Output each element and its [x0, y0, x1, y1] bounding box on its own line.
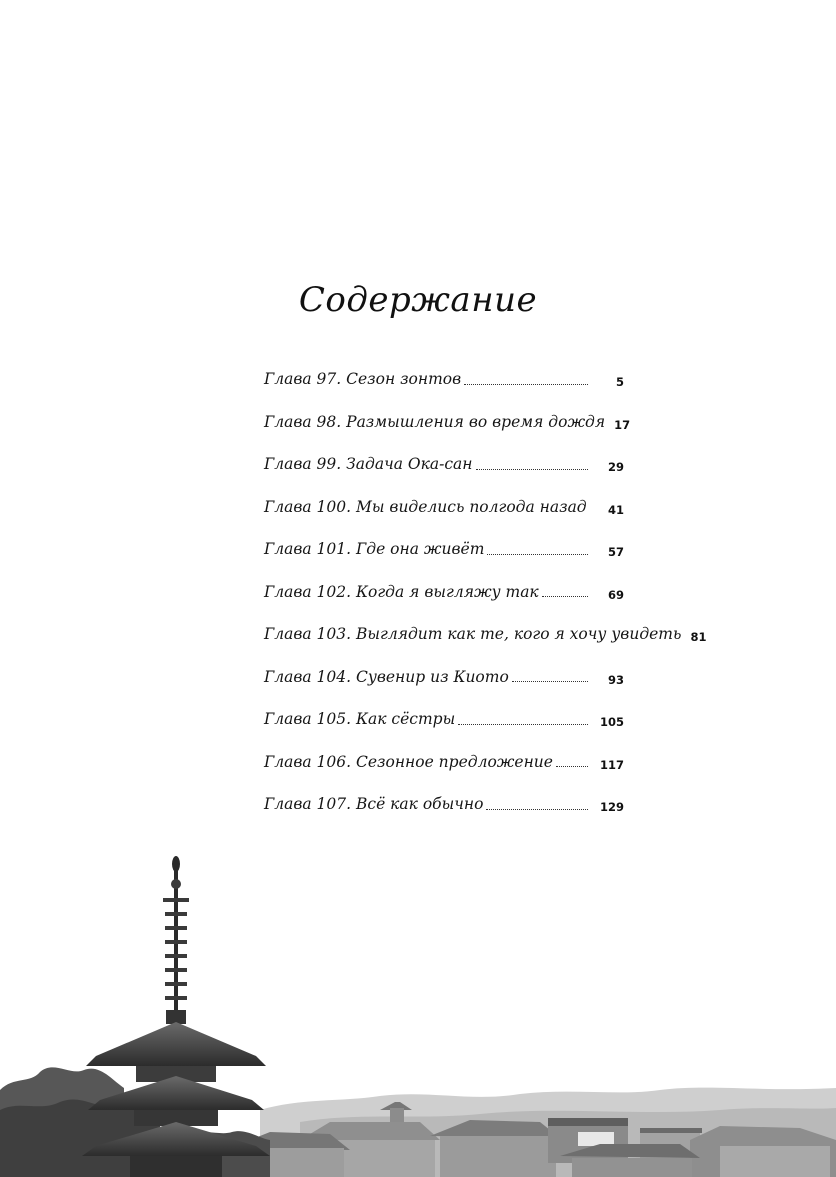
toc-entry[interactable]: [264, 656, 624, 699]
toc-entry[interactable]: [264, 741, 624, 784]
toc-entry-label: Глава 99. Задача Ока-сан: [264, 455, 473, 474]
toc-entry-page: 81: [690, 630, 707, 645]
toc-entry-page: 5: [615, 375, 624, 390]
toc-entry[interactable]: [264, 443, 624, 486]
toc-entry-label: Глава 104. Сувенир из Киото: [264, 667, 509, 686]
toc-leader: [458, 724, 588, 725]
toc-leader: [486, 809, 588, 810]
toc-entry-page: 57: [607, 545, 624, 560]
toc-entry-page: 69: [607, 587, 624, 602]
toc-entry-page: 117: [599, 757, 624, 772]
toc-entry[interactable]: [264, 571, 624, 614]
toc-entry[interactable]: [264, 358, 624, 401]
toc-entry-page: 29: [607, 460, 624, 475]
toc-entry-label: Глава 103. Выглядит как те, кого я хочу увидеть: [264, 625, 682, 644]
toc-entry-page: 105: [599, 715, 624, 730]
toc-entry-label: Глава 101. Где она живёт: [264, 540, 485, 559]
toc-entry-page: 41: [607, 502, 624, 517]
toc-entry-label: Глава 98. Размышления во время дождя: [264, 412, 606, 431]
toc-entry[interactable]: [264, 401, 631, 444]
toc-entry[interactable]: [264, 613, 707, 656]
toc-entry[interactable]: [264, 698, 624, 741]
toc-leader: [556, 766, 588, 767]
toc-entry-page: 93: [607, 672, 624, 687]
toc-entry[interactable]: [264, 486, 624, 529]
toc-leader: [464, 384, 588, 385]
toc-entry-label: Глава 107. Всё как обычно: [264, 795, 484, 814]
pagoda-townscape-illustration: [0, 840, 836, 1177]
toc-entry-label: Глава 106. Сезонное предложение: [264, 752, 553, 771]
toc-leader: [512, 681, 588, 682]
toc-entry-label: Глава 100. Мы виделись полгода назад: [264, 497, 587, 516]
toc-leader: [487, 554, 588, 555]
toc-entry-label: Глава 97. Сезон зонтов: [264, 370, 462, 389]
toc-leader: [542, 596, 588, 597]
toc-entry[interactable]: [264, 528, 624, 571]
toc-entry-label: Глава 105. Как сёстры: [264, 710, 456, 729]
toc-entry-label: Глава 102. Когда я выгляжу так: [264, 582, 539, 601]
toc-entry[interactable]: [264, 783, 624, 826]
toc-list: [264, 358, 707, 826]
toc-leader: [476, 469, 589, 470]
toc-title: Содержание: [298, 280, 538, 320]
toc-entry-page: 129: [599, 800, 624, 815]
toc-entry-page: 17: [614, 417, 631, 432]
